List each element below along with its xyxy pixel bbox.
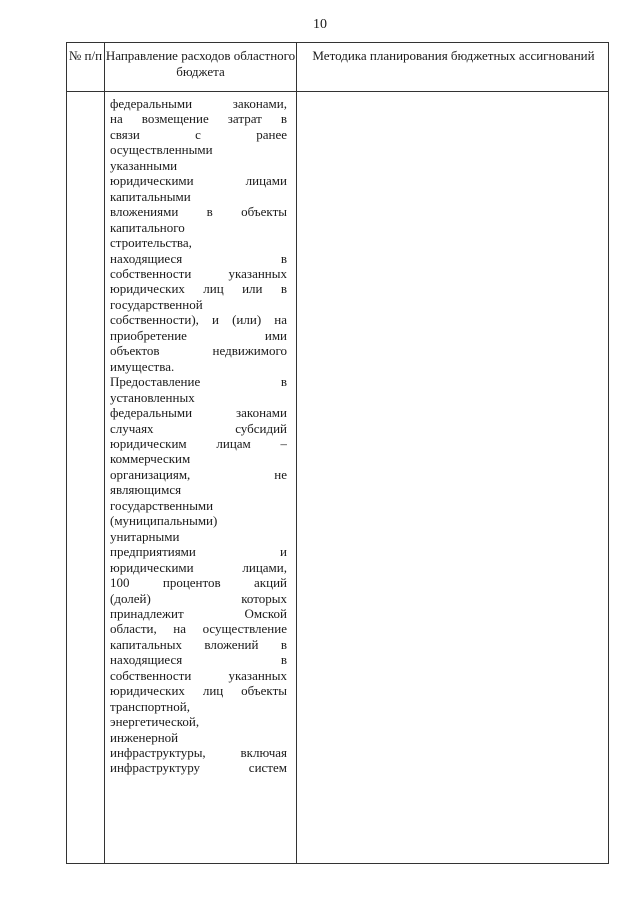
header-direction: Направление расходов областного бюджета	[105, 48, 296, 79]
direction-text-line: осуществленными	[110, 142, 213, 158]
direction-text-line: (долей) которых	[110, 590, 287, 606]
direction-text-line: юридических лиц или в	[110, 281, 287, 297]
header-number: № п/п	[68, 48, 103, 63]
direction-text-line: собственности указанных	[110, 667, 287, 683]
direction-text-line: приобретение ими	[110, 327, 287, 343]
direction-text-line: юридическими лицами,	[110, 559, 287, 575]
direction-text-line: являющимся	[110, 482, 182, 498]
direction-text-line: коммерческим	[110, 451, 191, 467]
direction-cell-text	[110, 96, 287, 776]
direction-text-line: объектов недвижимого	[110, 343, 287, 359]
direction-text-line: федеральными законами	[110, 405, 287, 421]
direction-text-line: государственными	[110, 497, 214, 513]
direction-text-line: капитальных вложений в	[110, 636, 287, 652]
direction-text-line: капитальными	[110, 188, 191, 204]
page-number: 10	[313, 17, 327, 32]
direction-text-line: Предоставление в	[110, 374, 287, 390]
direction-text-line: предприятиями и	[110, 544, 287, 560]
direction-text-line: инфраструктуру систем	[110, 760, 287, 776]
direction-text-line: государственной	[110, 296, 203, 312]
direction-text-line: федеральными законами,	[110, 96, 287, 111]
direction-text-line: связи с ранее	[110, 126, 287, 142]
direction-text-line: капитального	[110, 219, 185, 235]
direction-text-line: вложениями в объекты	[110, 204, 287, 220]
budget-table	[66, 42, 609, 864]
direction-text-line: организациям, не	[110, 466, 287, 482]
direction-text-line: находящиеся в	[110, 250, 287, 266]
direction-text-line: имущества.	[110, 358, 175, 374]
direction-text-line: унитарными	[110, 528, 180, 544]
direction-text-line: юридическими лицами	[110, 173, 287, 189]
direction-text-line: собственности указанных	[110, 265, 287, 281]
column-divider	[296, 43, 297, 863]
direction-text-line: юридических лиц объекты	[110, 683, 287, 699]
header-divider	[67, 91, 608, 92]
header-method: Методика планирования бюджетных ассигнований	[312, 48, 595, 63]
direction-text-line: находящиеся в	[110, 652, 287, 668]
direction-text-line: принадлежит Омской	[110, 605, 287, 621]
direction-text-line: транспортной,	[110, 698, 190, 714]
direction-text-line: области, на осуществление	[110, 621, 287, 637]
direction-text-line: установленных	[110, 389, 195, 405]
direction-text-line: 100 процентов акций	[110, 575, 287, 591]
direction-text-line: случаях субсидий	[110, 420, 287, 436]
direction-text-line: инженерной	[110, 729, 179, 745]
direction-text-line: (муниципальными)	[110, 513, 218, 529]
direction-text-line: собственности), и (или) на	[110, 312, 287, 328]
direction-text-line: на возмещение затрат в	[110, 111, 287, 127]
direction-text-line: инфраструктуры, включая	[110, 745, 287, 761]
direction-text-line: юридическим лицам –	[110, 435, 287, 451]
direction-text-line: строительства,	[110, 235, 192, 251]
direction-text-line: энергетической,	[110, 714, 200, 730]
direction-text-line: указанными	[110, 157, 178, 173]
column-divider	[104, 43, 105, 863]
